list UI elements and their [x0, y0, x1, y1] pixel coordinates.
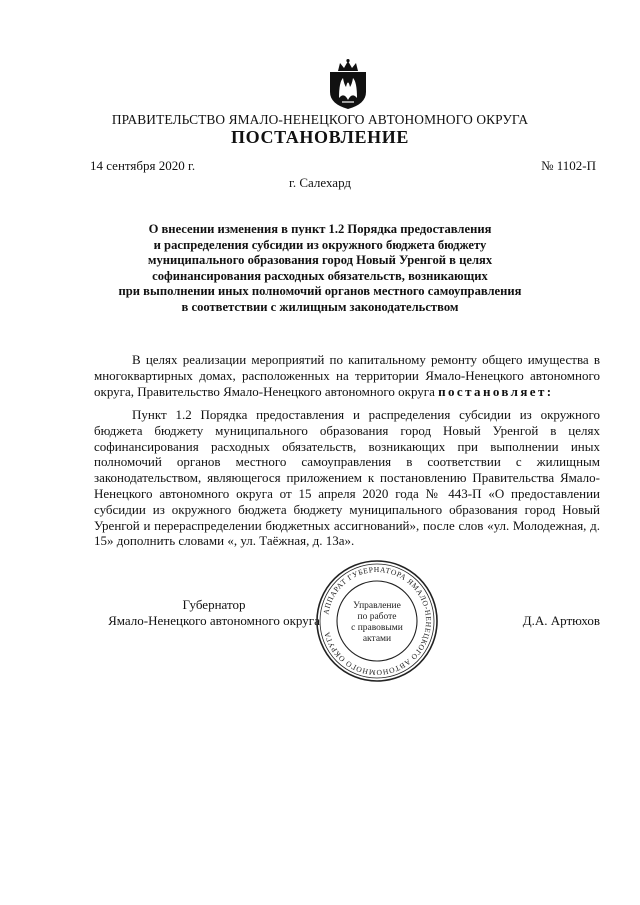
subject-line: О внесении изменения в пункт 1.2 Порядка предоставления	[148, 222, 492, 236]
subject-line: софинансирования расходных обязательств, возникающих	[152, 268, 488, 283]
signatory-position: Губернатор	[182, 597, 246, 612]
document-type: ПОСТАНОВЛЕНИЕ	[231, 127, 409, 147]
preamble-text: В целях реализации мероприятий по капитальному ремонту общего имущества в многоквартирных домах, расположенных на территории Ямало-Ненецкого автономного округа, Правительство Ямало-Ненецкого автономного округа	[94, 352, 600, 399]
document-number: № 1102-П	[541, 158, 596, 173]
document-subject	[0, 222, 640, 316]
preamble-paragraph	[94, 352, 600, 399]
subject-line: при выполнении иных полномочий органов местного самоуправления	[118, 284, 522, 299]
government-name: ПРАВИТЕЛЬСТВО ЯМАЛО-НЕНЕЦКОГО АВТОНОМНОГО ОКРУГА	[111, 112, 529, 127]
official-stamp	[314, 558, 440, 684]
subject-line: в соответствии с жилищным законодательством	[181, 299, 459, 314]
document-city: г. Салехард	[288, 175, 352, 190]
subject-line: и распределения субсидии из окружного бюджета бюджету	[153, 237, 487, 252]
stamp-ring-text: АППАРАТ ГУБЕРНАТОРА ЯМАЛО-НЕНЕЦКОГО АВТОНОМНОГО ОКРУГА	[321, 564, 434, 678]
stamp-center-line: актами	[362, 634, 392, 644]
coat-of-arms-icon	[325, 58, 371, 110]
signatory-name: Д.А. Артюхов	[522, 613, 600, 628]
decision-word: постановляет:	[438, 383, 554, 399]
signatory-region: Ямало-Ненецкого автономного округа	[108, 613, 320, 628]
stamp-center-line: Управление	[353, 601, 401, 611]
clause-paragraph	[94, 407, 600, 549]
subject-line: муниципального образования город Новый Уренгой в целях	[147, 253, 493, 268]
document-date: 14 сентября 2020 г.	[90, 158, 196, 173]
stamp-center-line: с правовыми	[351, 623, 403, 633]
signatory-title	[94, 597, 334, 629]
clause-text: Пункт 1.2 Порядка предоставления и распределения субсидии из окружного бюджета бюджету муниципального образования город Новый Уренгой в целях софинансирования расходных обязательств, возникающих при выполнении иных полномочий органов местного самоуправления в соответствии с жилищным законодательством, являющегося приложением к постановлению Правительства Ямало-Ненецкого автономного округа от 15 апреля 2020 года № 443-П «О предоставлении субсидии из окружного бюджета бюджету муниципального образования город Новый Уренгой и перераспределении бюджетных ассигнований», после слов «ул. Молодежная, д. 15» дополнить словами «, ул. Таёжная, д. 13а».	[94, 407, 600, 549]
stamp-center-line: по работе	[357, 612, 397, 622]
